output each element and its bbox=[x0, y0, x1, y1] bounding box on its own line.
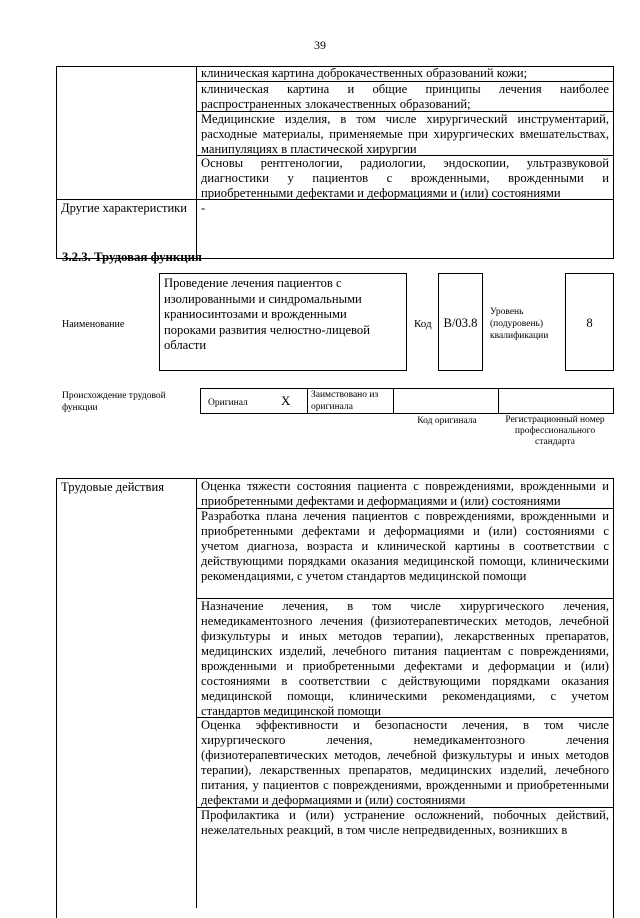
borrowed-label: Заимствовано из оригинала bbox=[311, 390, 379, 412]
labor-actions-label: Трудовые действия bbox=[61, 480, 165, 494]
code-label: Код bbox=[414, 318, 432, 330]
list-item: Профилактика и (или) устранение осложнений, побочных действий, нежелательных реакций, в том числе непредвиденных, возникших в bbox=[201, 808, 609, 837]
original-label: Оригинал bbox=[208, 398, 248, 408]
table-row: клиническая картина доброкачественных образований кожи; bbox=[201, 66, 528, 80]
code-original-caption: Код оригинала bbox=[417, 416, 477, 426]
code-value: B/03.8 bbox=[443, 316, 478, 330]
level-value: 8 bbox=[586, 316, 593, 330]
list-item: Назначение лечения, в том числе хирургического лечения, немедикаментозного лечения (физиотерапевтических методов, лечебной физкультуры и иных методов терапии), лекарственных препаратов, медицинских изделий, лечебного питания пациентам с повреждениями, врожденными и приобретенными дефектами и деформации и (или) состояниями в соответствии с действующими порядками оказания медицинской помощи, клиническими рекомендациями, с учетом стандартов медицинской помощи bbox=[201, 599, 609, 718]
list-item: Разработка плана лечения пациентов с повреждениями, врожденными и приобретенными дефектами и деформациями и (или) состояниями с учетом диагноза, возраста и клинической картины в соответствии с действующими порядками оказания медицинской помощи, клиническими рекомендациями, с учетом стандартов медицинской помощи bbox=[201, 509, 609, 583]
origin-label: Происхождение трудовой функции bbox=[62, 391, 166, 413]
other-characteristics-value: - bbox=[201, 201, 206, 215]
list-item: Оценка тяжести состояния пациента с повреждениями, врожденными и приобретенными дефектами и деформациями и (или) состояниями bbox=[201, 479, 609, 508]
other-characteristics-label: Другие характеристики bbox=[61, 201, 188, 215]
origin-box bbox=[200, 388, 614, 414]
page-number: 39 bbox=[314, 38, 326, 52]
registration-caption: Регистрационный номер профессионального стандарта bbox=[505, 415, 605, 447]
section-heading: 3.2.3. Трудовая функция bbox=[62, 250, 202, 264]
original-mark: X bbox=[281, 393, 291, 408]
level-label: Уровень (подуровень) квалификации bbox=[490, 307, 549, 341]
table-row: Основы рентгенологии, радиологии, эндоскопии, ультразвуковой диагностики у пациентов с врожденными, врожденными и приобретенными дефектами и деформациями и (или) состояниями bbox=[201, 156, 609, 200]
name-value: Проведение лечения пациентов с изолированными и синдромальными краниосинтозами и врожденными пороками развития челюстно-лицевой области bbox=[164, 276, 370, 352]
list-item: Оценка эффективности и безопасности лечения, в том числе хирургического лечения, немедикаментозного лечения (физиотерапевтических методов, лечебной физкультуры и иных методов терапии), лекарственных препаратов, медицинских изделий, лечебного питания, у пациентов с повреждениями, врожденными и приобретенными дефектами и деформациями и (или) состояниями bbox=[201, 718, 609, 807]
table-row: Медицинские изделия, в том числе хирургический инструментарий, расходные материалы, применяемые при хирургических вмешательствах, манипуляциях в пластической хирургии bbox=[201, 112, 609, 156]
table-row: клиническая картина и общие принципы лечения наиболее распространенных злокачественных образований; bbox=[201, 82, 609, 111]
name-label: Наименование bbox=[62, 319, 125, 330]
